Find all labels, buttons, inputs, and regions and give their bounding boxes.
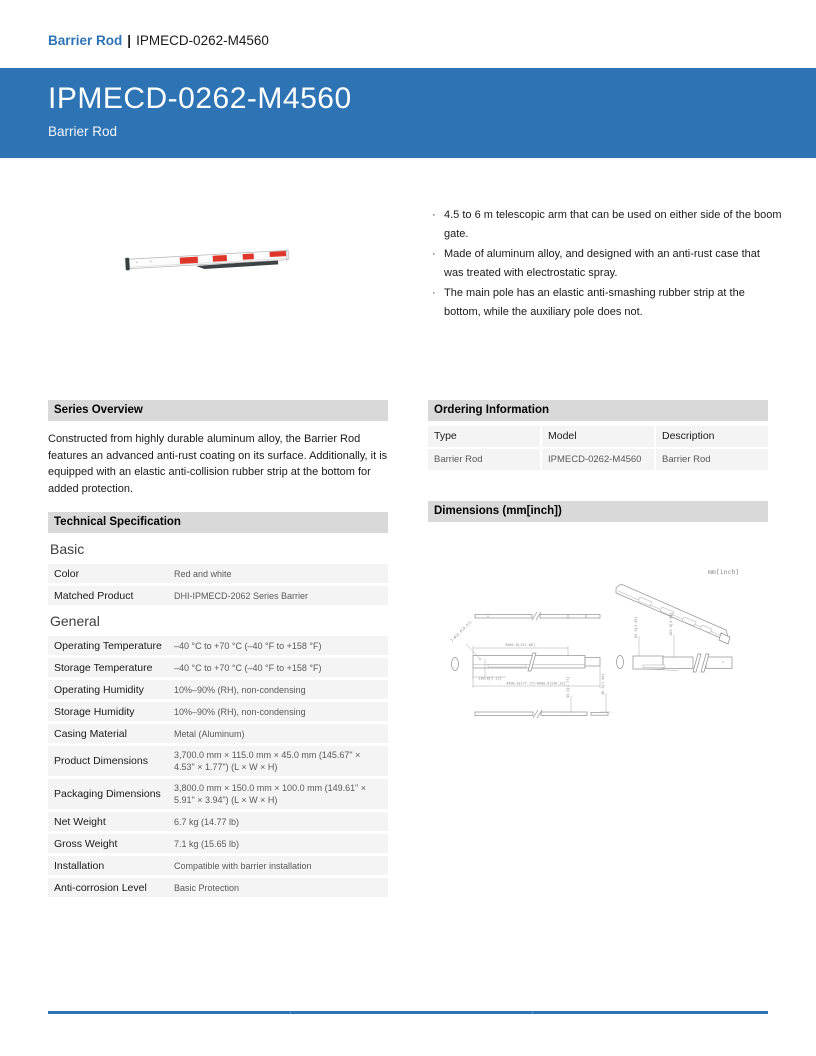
breadcrumb-separator: | — [127, 33, 132, 48]
spec-row — [48, 724, 388, 743]
spec-label: Storage Temperature — [54, 661, 153, 674]
breadcrumb-category: Barrier Rod — [48, 33, 123, 48]
drawing-front-view-dimensioned — [450, 620, 600, 688]
dim-section-height-b: 100.0[3.94] — [669, 612, 673, 636]
red-stripe-2 — [213, 255, 227, 262]
product-banner — [0, 68, 816, 158]
spec-label: Packaging Dimensions — [54, 788, 161, 800]
dimensions-header: Dimensions (mm[inch]) — [428, 501, 768, 522]
ordering-col-model: Model — [542, 426, 654, 447]
spec-row — [48, 856, 388, 875]
spec-row — [48, 702, 388, 721]
red-stripe-1 — [180, 257, 198, 264]
spec-value: –40 °C to +70 °C (–40 °F to +158 °F) — [174, 640, 322, 651]
spec-row — [48, 746, 388, 776]
spec-row — [48, 779, 388, 809]
series-overview-header: Series Overview — [48, 400, 388, 421]
footer-divider — [48, 1011, 768, 1014]
spec-row — [48, 680, 388, 699]
dim-tip-height: 36.5[1.44] — [601, 673, 605, 695]
spec-value: Metal (Aluminum) — [174, 728, 245, 739]
rod-end-cap — [125, 258, 130, 271]
dimensions-drawing — [428, 538, 768, 750]
spec-row — [48, 878, 388, 897]
dim-section-height-a: 85.0[3.35] — [634, 616, 638, 638]
spec-label: Storage Humidity — [54, 705, 135, 718]
right-column — [428, 400, 768, 750]
spec-label: Product Dimensions — [54, 755, 148, 767]
dim-pole-visible-length: 3500.0[137.80] — [504, 643, 536, 647]
spec-value: Red and white — [174, 568, 232, 579]
spec-label: Installation — [54, 859, 105, 872]
spec-label: Color — [54, 567, 80, 580]
spec-value: 10%–90% (RH), non-condensing — [174, 706, 306, 717]
red-stripe-4 — [270, 251, 287, 257]
ordering-description: Barrier Rod — [656, 449, 768, 470]
spec-label: Matched Product — [54, 589, 134, 602]
spec-label: Gross Weight — [54, 837, 118, 850]
spec-row — [48, 586, 388, 605]
rod-tip — [286, 251, 289, 260]
spec-row — [48, 564, 388, 583]
spec-label: Casing Material — [54, 727, 127, 740]
dimension-unit-label: mm[inch] — [708, 568, 740, 576]
spec-value: 6.7 kg (14.77 lb) — [174, 816, 240, 827]
ordering-information-header: Ordering Information — [428, 400, 768, 421]
dim-end-offset: 130.0[5.12] — [478, 676, 502, 681]
spec-value: –40 °C to +70 °C (–40 °F to +158 °F) — [174, 662, 322, 673]
dim-pole-height: 45.0[1.77] — [566, 676, 570, 698]
highlight-item: · 4.5 to 6 m telescopic arm that can be used on either side of the boom gate. — [430, 206, 782, 244]
ordering-data-row — [428, 449, 768, 470]
spec-row — [48, 834, 388, 853]
drawing-rear-view-dimensioned — [617, 612, 733, 672]
highlight-item: · The main pole has an elastic anti-smashing rubber strip at the bottom, while the auxiliary pole does not. — [430, 284, 782, 322]
ordering-type: Barrier Rod — [428, 449, 540, 470]
spec-row — [48, 812, 388, 831]
spec-value: Basic Protection — [174, 882, 240, 893]
technical-specification-header: Technical Specification — [48, 512, 388, 533]
spec-value: 7.1 kg (15.65 lb) — [174, 838, 240, 849]
red-stripe-3 — [243, 254, 254, 260]
ordering-model: IPMECD-0262-M4560 — [542, 449, 654, 470]
dim-mounting-holes: 2-Φ13.0[0.51] — [449, 619, 473, 643]
spec-value: Compatible with barrier installation — [174, 860, 312, 871]
page-title: IPMECD-0262-M4560 — [48, 82, 352, 115]
spec-label: Anti-corrosion Level — [54, 881, 147, 894]
spec-row — [48, 636, 388, 655]
spec-row — [48, 658, 388, 677]
breadcrumb — [48, 33, 269, 48]
highlight-list — [430, 206, 782, 323]
spec-label: Operating Temperature — [54, 639, 162, 652]
spec-value: 3,800.0 mm × 150.0 mm × 100.0 mm (149.61" × 5.91" × 3.94") (L × W × H) — [174, 783, 367, 805]
barrier-rod-product-image — [118, 232, 308, 292]
spec-label: Net Weight — [54, 815, 106, 828]
ordering-col-description: Description — [656, 426, 768, 447]
ordering-header-row — [428, 426, 768, 447]
spec-value: 10%–90% (RH), non-condensing — [174, 684, 306, 695]
spec-label: Operating Humidity — [54, 683, 144, 696]
breadcrumb-model: IPMECD-0262-M4560 — [136, 33, 269, 48]
ordering-table — [428, 426, 768, 470]
spec-section-title-general: General — [50, 613, 100, 629]
series-overview-body: Constructed from highly durable aluminum alloy, the Barrier Rod features an advanced anti-rust coating on its surface. Additionally, it is equipped with an elastic anti-collision rubber strip at the bottom for added protection. — [48, 433, 388, 495]
ordering-col-type: Type — [428, 426, 540, 447]
highlight-item: · Made of aluminum alloy, and designed with an anti-rust case that was treated with electrostatic spray. — [430, 245, 782, 283]
spec-value: 3,700.0 mm × 115.0 mm × 45.0 mm (145.67" × 4.53" × 1.77") (L × W × H) — [174, 750, 361, 772]
dim-total-length: 4500.0[177.17]~6000.0[236.22] — [506, 681, 566, 686]
page-subtitle: Barrier Rod — [48, 124, 118, 139]
spec-section-title-basic: Basic — [50, 541, 85, 557]
drawing-top-side-view — [475, 612, 600, 620]
spec-value: DHI-IPMECD-2062 Series Barrier — [174, 590, 309, 601]
left-column — [48, 400, 388, 900]
